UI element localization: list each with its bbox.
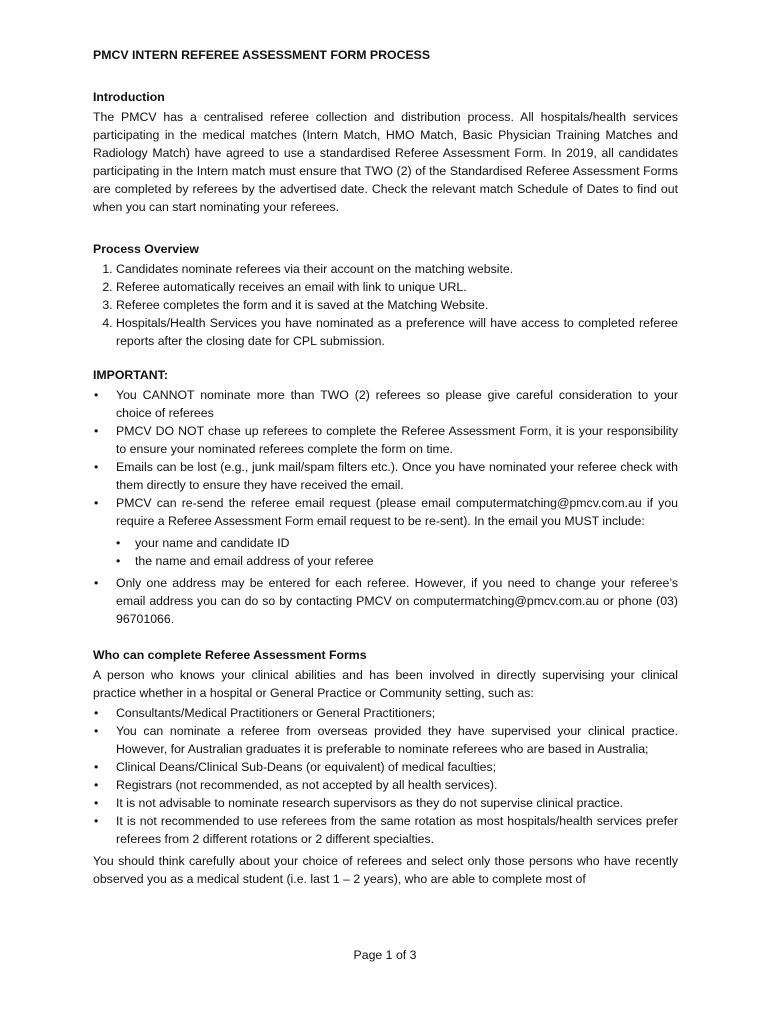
eligible-referee-text: Registrars (not recommended, as not accepted by all health services). [116, 778, 498, 792]
important-item-text: Emails can be lost (e.g., junk mail/spam filters etc.). Once you have nominated your referee check with them directly to ensure they have received the email. [116, 460, 678, 492]
eligible-referee-text: It is not advisable to nominate research supervisors as they do not supervise clinical practice. [116, 796, 624, 810]
bullet-icon: • [116, 554, 121, 568]
bullet-icon: • [94, 796, 99, 810]
eligible-referee-item [94, 812, 678, 848]
important-item [94, 386, 678, 422]
eligible-referee-item [94, 722, 678, 758]
referee-choice-text: You should think carefully about your choice of referees and select only those persons who have recently observed you as a medical student (i.e. last 1 – 2 years), who are able to complete most of [93, 854, 678, 886]
eligible-referee-text: You can nominate a referee from overseas provided they have supervised your clinical practice. However, for Australian graduates it is preferable to nominate referees who are based in Australia; [116, 724, 678, 756]
document-content [93, 46, 678, 888]
eligible-referee-item [94, 758, 678, 776]
bullet-icon: • [116, 536, 121, 550]
email-requirements-list [116, 534, 678, 570]
email-requirement-item [116, 552, 678, 570]
bullet-icon: • [94, 814, 99, 828]
eligible-referee-text: It is not recommended to use referees from the same rotation as most hospitals/health services prefer referees from 2 different rotations or 2 different specialties. [116, 814, 678, 846]
eligible-referee-item [94, 704, 678, 722]
introduction-text: The PMCV has a centralised referee collection and distribution process. All hospitals/health services participating in the medical matches (Intern Match, HMO Match, Basic Physician Training Matches and Radiology Match) have agreed to use a standardised Referee Assessment Form. In 2019, all candidates participating in the Intern match must ensure that TWO (2) of the Standardised Referee Assessment Forms are completed by referees by the advertised date. Check the relevant match Schedule of Dates to find out when you can start nominating your referees. [93, 110, 678, 214]
important-item-text: You CANNOT nominate more than TWO (2) referees so please give careful consideration to your choice of referees [116, 388, 678, 420]
important-list-continued [93, 574, 678, 628]
introduction-heading: Introduction [93, 90, 165, 104]
process-step: 1. Candidates nominate referees via their account on the matching website. [116, 260, 678, 278]
bullet-icon: • [94, 460, 99, 474]
important-item [94, 494, 678, 570]
bullet-icon: • [94, 496, 99, 510]
eligible-referee-text: Clinical Deans/Clinical Sub-Deans (or equivalent) of medical faculties; [116, 760, 497, 774]
bullet-icon: • [94, 424, 99, 438]
important-item [94, 458, 678, 494]
eligible-referee-item [94, 776, 678, 794]
page-number: Page 1 of 3 [353, 948, 417, 962]
important-item-text: Only one address may be entered for each referee. However, if you need to change your referee’s email address you can do so by contacting PMCV on computermatching@pmcv.com.au or phone (03) 96701066. [116, 576, 678, 626]
document-title: PMCV INTERN REFEREE ASSESSMENT FORM PROCESS [93, 48, 431, 62]
eligible-referee-item [94, 794, 678, 812]
process-step: 2. Referee automatically receives an email with link to unique URL. [116, 278, 678, 296]
bullet-icon: • [94, 778, 99, 792]
email-requirement-item [116, 534, 678, 552]
bullet-icon: • [94, 388, 99, 402]
bullet-icon: • [94, 724, 99, 738]
process-steps-list [93, 260, 678, 350]
bullet-icon: • [94, 576, 99, 590]
important-item [94, 574, 678, 628]
important-item-text: PMCV can re-send the referee email request (please email computermatching@pmcv.com.au if you require a Referee Assessment Form email request to be re-sent). In the email you MUST include: [116, 496, 678, 528]
eligible-referee-text: Consultants/Medical Practitioners or General Practitioners; [116, 706, 436, 720]
important-heading: IMPORTANT: [93, 368, 168, 382]
who-can-complete-intro: A person who knows your clinical abilities and has been involved in directly supervising your clinical practice whether in a hospital or General Practice or Community setting, such as: [93, 668, 678, 700]
process-overview-heading: Process Overview [93, 242, 199, 256]
who-can-complete-heading: Who can complete Referee Assessment Forms [93, 648, 367, 662]
bullet-icon: • [94, 706, 99, 720]
important-list [93, 386, 678, 570]
important-item-text: PMCV DO NOT chase up referees to complete the Referee Assessment Form, it is your responsibility to ensure your nominated referees complete the form on time. [116, 424, 678, 456]
process-step: 3. Referee completes the form and it is saved at the Matching Website. [116, 296, 678, 314]
important-item [94, 422, 678, 458]
bullet-icon: • [94, 760, 99, 774]
email-requirement-text: your name and candidate ID [135, 536, 290, 550]
email-requirement-text: the name and email address of your referee [135, 554, 374, 568]
process-step: 4. Hospitals/Health Services you have nominated as a preference will have access to completed referee reports after the closing date for CPL submission. [116, 314, 678, 350]
eligible-referees-list [93, 704, 678, 848]
